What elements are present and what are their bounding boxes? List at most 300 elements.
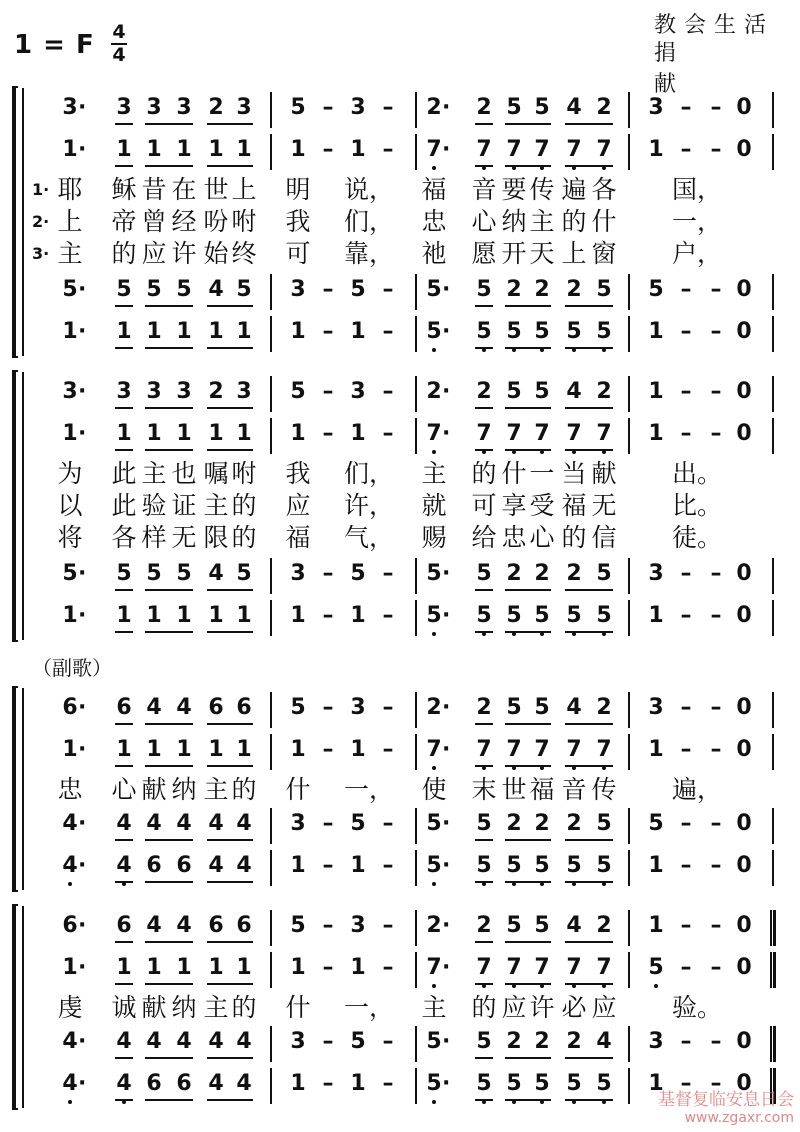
lyric-syllable: 可: [471, 491, 497, 520]
note-extension-dash: –: [680, 913, 692, 938]
notation-row: [0, 90, 800, 130]
lyric-syllable: 应: [285, 491, 311, 520]
barline: [772, 274, 774, 310]
lyric-syllable: 咐: [231, 207, 257, 236]
eighth-beam: [475, 305, 493, 307]
note: 4: [176, 913, 192, 938]
lyric-syllable: 忠: [57, 775, 83, 804]
eighth-beam: [145, 305, 193, 307]
lyric-syllable: 主: [141, 459, 167, 488]
note: 5: [476, 811, 492, 836]
note: 1: [208, 737, 224, 762]
eighth-beam: [207, 407, 253, 409]
note: 5: [562, 848, 586, 884]
note-extension-dash: –: [322, 137, 334, 162]
note: 5: [62, 277, 78, 302]
final-barline: [770, 952, 776, 988]
note: 1: [236, 137, 252, 162]
lyric-syllable: 靠，: [344, 239, 395, 268]
note-extension-dash: –: [710, 421, 722, 446]
lyric-syllable: 证: [171, 491, 197, 520]
note: 2: [596, 695, 612, 720]
note: 7: [592, 950, 616, 986]
note-extension-dash: –: [322, 95, 334, 120]
note: 7: [472, 416, 496, 452]
rest: 0: [736, 853, 752, 878]
note: 1: [350, 603, 366, 628]
note: 2: [534, 1029, 550, 1054]
note: 5: [476, 1029, 492, 1054]
barline: [628, 1068, 630, 1104]
note: 1: [208, 137, 224, 162]
lyric-syllable: 窗: [591, 239, 617, 268]
lyric-syllable: 比。: [672, 491, 723, 520]
lyric-syllable: 一，: [344, 775, 395, 804]
note: 1: [350, 421, 366, 446]
eighth-beam: [475, 881, 493, 883]
note: 5: [592, 1066, 616, 1102]
note: 1: [648, 737, 664, 762]
eighth-beam: [475, 449, 493, 451]
lyric-syllable: 将: [57, 523, 83, 552]
note: 4: [62, 811, 78, 836]
lyric-syllable: 献: [141, 775, 167, 804]
note-extension-dash: –: [710, 1071, 722, 1096]
lyric-syllable: 许: [171, 239, 197, 268]
rest: 0: [736, 737, 752, 762]
lyric-syllable: 们，: [344, 207, 395, 236]
barline: [628, 418, 630, 454]
note: 2: [596, 913, 612, 938]
note: 5: [290, 95, 306, 120]
note: 4: [176, 695, 192, 720]
note: 1: [648, 319, 664, 344]
notation-row: [0, 908, 800, 948]
barline: [628, 1026, 630, 1062]
barline: [415, 808, 417, 844]
lyric-syllable: 的: [471, 459, 497, 488]
barline: [415, 274, 417, 310]
lyric-syllable: 受: [529, 491, 555, 520]
rest: 0: [736, 811, 752, 836]
note: 5: [592, 314, 616, 350]
note: 1: [116, 421, 132, 446]
lyric-syllable: 遍，: [672, 775, 723, 804]
augmentation-dot: ·: [78, 319, 87, 344]
note: 4: [62, 1029, 78, 1054]
note: 2: [476, 695, 492, 720]
lyric-syllable: 说，: [344, 175, 395, 204]
note: 7: [592, 416, 616, 452]
note: 1: [648, 379, 664, 404]
note: 4: [566, 695, 582, 720]
augmentation-dot: ·: [78, 95, 87, 120]
note: 1: [116, 319, 132, 344]
notation-row: [0, 950, 800, 990]
lyric-line: [0, 238, 800, 270]
note: 5: [422, 1066, 446, 1102]
note: 4: [208, 277, 224, 302]
barline: [415, 316, 417, 352]
augmentation-dot: ·: [442, 737, 451, 762]
lyric-syllable: 此: [111, 459, 137, 488]
note: 1: [116, 955, 132, 980]
eighth-beam: [505, 1057, 551, 1059]
note: 6: [176, 853, 192, 878]
lyric-syllable: 什: [501, 459, 527, 488]
note: 5: [290, 379, 306, 404]
note: 5: [472, 1066, 496, 1102]
note: 1: [350, 955, 366, 980]
note: 2: [208, 95, 224, 120]
eighth-beam: [505, 631, 551, 633]
note: 1: [236, 955, 252, 980]
eighth-beam: [207, 765, 253, 767]
verse-number: 2·: [32, 212, 50, 231]
final-barline: [770, 1026, 776, 1062]
lyric-syllable: 明: [285, 175, 311, 204]
note: 1: [236, 319, 252, 344]
barline: [415, 376, 417, 412]
lyric-syllable: 验。: [672, 993, 723, 1022]
lyric-syllable: 天: [529, 239, 555, 268]
note: 5: [648, 811, 664, 836]
note: 5: [534, 95, 550, 120]
lyric-syllable: 末: [471, 775, 497, 804]
augmentation-dot: ·: [442, 277, 451, 302]
lyric-syllable: 享: [501, 491, 527, 520]
note: 4: [58, 848, 82, 884]
eighth-beam: [115, 983, 133, 985]
lyric-syllable: 什: [591, 207, 617, 236]
note: 5: [472, 848, 496, 884]
note: 1: [146, 955, 162, 980]
key-signature: 1 = F: [14, 30, 95, 60]
notation-row: [0, 732, 800, 772]
augmentation-dot: ·: [78, 561, 87, 586]
note: 4: [208, 1071, 224, 1096]
note: 5: [596, 811, 612, 836]
note: 7: [502, 416, 526, 452]
note: 3: [176, 379, 192, 404]
note: 4: [146, 695, 162, 720]
eighth-beam: [115, 407, 133, 409]
lyric-syllable: 福: [421, 175, 447, 204]
note: 2: [566, 811, 582, 836]
barline: [270, 734, 272, 770]
note: 1: [146, 319, 162, 344]
note: 1: [236, 737, 252, 762]
augmentation-dot: ·: [442, 379, 451, 404]
lyric-line: [0, 490, 800, 522]
note-extension-dash: –: [382, 277, 394, 302]
note: 6: [176, 1071, 192, 1096]
contribution-label: [654, 36, 778, 98]
barline: [270, 558, 272, 594]
note-extension-dash: –: [710, 95, 722, 120]
note: 5: [62, 561, 78, 586]
note: 7: [422, 416, 446, 452]
eighth-beam: [475, 631, 493, 633]
eighth-beam: [145, 723, 193, 725]
augmentation-dot: ·: [78, 1071, 87, 1096]
note: 5: [350, 1029, 366, 1054]
note: 5: [236, 561, 252, 586]
barline: [772, 850, 774, 886]
barline: [270, 808, 272, 844]
barline: [415, 418, 417, 454]
time-signature-bottom: 4: [112, 44, 126, 66]
note: 4: [566, 379, 582, 404]
note: 5: [176, 277, 192, 302]
note: 1: [62, 603, 78, 628]
note: 5: [290, 695, 306, 720]
rest: 0: [736, 695, 752, 720]
eighth-beam: [505, 305, 551, 307]
lyric-syllable: 开: [501, 239, 527, 268]
lyric-syllable: 此: [111, 491, 137, 520]
note-extension-dash: –: [322, 603, 334, 628]
rest: 0: [736, 137, 752, 162]
lyric-syllable: 许: [529, 993, 555, 1022]
lyric-syllable: 的: [111, 239, 137, 268]
note: 3: [290, 1029, 306, 1054]
note-extension-dash: –: [382, 95, 394, 120]
lyric-syllable: 愿: [471, 239, 497, 268]
note-extension-dash: –: [382, 737, 394, 762]
eighth-beam: [505, 449, 551, 451]
note: 2: [208, 379, 224, 404]
barline: [772, 600, 774, 636]
note: 3: [116, 379, 132, 404]
augmentation-dot: ·: [442, 95, 451, 120]
eighth-beam: [115, 1099, 133, 1101]
note-extension-dash: –: [710, 955, 722, 980]
note: 2: [596, 379, 612, 404]
note: 1: [290, 853, 306, 878]
note: 1: [290, 319, 306, 344]
eighth-beam: [565, 723, 613, 725]
lyric-syllable: 各: [591, 175, 617, 204]
augmentation-dot: ·: [78, 811, 87, 836]
lyric-syllable: 诚: [111, 993, 137, 1022]
eighth-beam: [207, 723, 253, 725]
note: 2: [506, 561, 522, 586]
note: 2: [426, 913, 442, 938]
lyric-syllable: 一，: [672, 207, 723, 236]
eighth-beam: [115, 881, 133, 883]
eighth-beam: [145, 347, 193, 349]
rest: 0: [736, 1071, 752, 1096]
note: 3: [146, 379, 162, 404]
eighth-beam: [505, 589, 551, 591]
lyric-syllable: 耶: [57, 175, 83, 204]
note: 7: [530, 416, 554, 452]
lyric-syllable: 的: [231, 491, 257, 520]
eighth-beam: [115, 449, 133, 451]
eighth-beam: [145, 1099, 193, 1101]
augmentation-dot: ·: [78, 913, 87, 938]
note: 1: [176, 319, 192, 344]
eighth-beam: [145, 589, 193, 591]
lyric-syllable: 国，: [672, 175, 723, 204]
lyric-syllable: 福: [285, 523, 311, 552]
note: 5: [596, 561, 612, 586]
note-extension-dash: –: [322, 379, 334, 404]
note-extension-dash: –: [382, 603, 394, 628]
watermark: [658, 1085, 794, 1126]
note: 5: [290, 913, 306, 938]
lyric-syllable: 信: [591, 523, 617, 552]
note: 1: [176, 137, 192, 162]
lyric-syllable: 赐: [421, 523, 447, 552]
note: 1: [236, 421, 252, 446]
source-label-text: 教会生活: [654, 13, 775, 38]
lyric-syllable: 心: [471, 207, 497, 236]
rest: 0: [736, 603, 752, 628]
note: 6: [146, 1071, 162, 1096]
note-extension-dash: –: [382, 561, 394, 586]
rest: 0: [736, 913, 752, 938]
rest: 0: [736, 421, 752, 446]
eighth-beam: [475, 839, 493, 841]
note: 3: [648, 695, 664, 720]
lyric-syllable: 的: [231, 993, 257, 1022]
notation-row: [0, 806, 800, 846]
lyric-syllable: 世: [501, 775, 527, 804]
barline: [628, 316, 630, 352]
note-extension-dash: –: [710, 811, 722, 836]
note: 5: [146, 277, 162, 302]
note: 1: [350, 137, 366, 162]
note: 5: [176, 561, 192, 586]
note-extension-dash: –: [710, 319, 722, 344]
lyric-syllable: 的: [231, 775, 257, 804]
note: 5: [472, 314, 496, 350]
eighth-beam: [565, 449, 613, 451]
note: 5: [350, 811, 366, 836]
note: 1: [146, 737, 162, 762]
note: 2: [426, 95, 442, 120]
note-extension-dash: –: [710, 137, 722, 162]
lyric-syllable: 祂: [421, 239, 447, 268]
lyric-syllable: 主: [57, 239, 83, 268]
eighth-beam: [505, 165, 551, 167]
barline: [270, 418, 272, 454]
eighth-beam: [145, 881, 193, 883]
eighth-beam: [565, 407, 613, 409]
barline: [772, 134, 774, 170]
note-extension-dash: –: [382, 913, 394, 938]
barline: [415, 134, 417, 170]
lyric-line: [0, 206, 800, 238]
note: 7: [472, 950, 496, 986]
barline: [772, 558, 774, 594]
eighth-beam: [565, 347, 613, 349]
barline: [772, 734, 774, 770]
note-extension-dash: –: [382, 853, 394, 878]
notation-row: [0, 690, 800, 730]
eighth-beam: [505, 881, 551, 883]
contribution-label-text: 捐献: [654, 41, 739, 97]
note: 4: [208, 853, 224, 878]
eighth-beam: [475, 407, 493, 409]
lyric-syllable: 样: [141, 523, 167, 552]
lyric-syllable: 气，: [344, 523, 395, 552]
barline: [772, 376, 774, 412]
barline: [270, 134, 272, 170]
note-extension-dash: –: [680, 137, 692, 162]
note: 2: [566, 277, 582, 302]
eighth-beam: [207, 449, 253, 451]
note: 1: [208, 955, 224, 980]
note: 1: [62, 137, 78, 162]
note: 1: [176, 603, 192, 628]
eighth-beam: [475, 723, 493, 725]
eighth-beam: [505, 839, 551, 841]
note: 7: [422, 132, 446, 168]
note: 4: [236, 1029, 252, 1054]
lyric-syllable: 主: [529, 207, 555, 236]
eighth-beam: [145, 123, 193, 125]
note: 3: [350, 695, 366, 720]
note: 5: [146, 561, 162, 586]
lyric-line: [0, 174, 800, 206]
eighth-beam: [505, 983, 551, 985]
note: 1: [176, 421, 192, 446]
augmentation-dot: ·: [78, 695, 87, 720]
barline: [415, 1026, 417, 1062]
lyric-syllable: 们，: [344, 459, 395, 488]
note: 5: [648, 277, 664, 302]
notation-row: [0, 416, 800, 456]
final-barline: [770, 910, 776, 946]
note: 7: [592, 732, 616, 768]
lyric-syllable: 主: [421, 459, 447, 488]
lyric-syllable: 纳: [171, 775, 197, 804]
barline: [772, 316, 774, 352]
eighth-beam: [565, 983, 613, 985]
lyric-syllable: 忠: [421, 207, 447, 236]
eighth-beam: [115, 631, 133, 633]
note: 1: [62, 737, 78, 762]
note-extension-dash: –: [710, 603, 722, 628]
watermark-title: 基督复临安息日会: [658, 1090, 794, 1110]
barline: [628, 850, 630, 886]
augmentation-dot: ·: [442, 1029, 451, 1054]
verse-number: 1·: [32, 180, 50, 199]
lyric-syllable: 纳: [171, 993, 197, 1022]
note: 6: [208, 695, 224, 720]
note: 5: [562, 1066, 586, 1102]
rest: 0: [736, 277, 752, 302]
note: 1: [62, 319, 78, 344]
note-extension-dash: –: [382, 1071, 394, 1096]
note-extension-dash: –: [710, 1029, 722, 1054]
note: 4: [176, 1029, 192, 1054]
note: 5: [506, 695, 522, 720]
barline: [628, 734, 630, 770]
note-extension-dash: –: [710, 277, 722, 302]
lyric-syllable: 以: [57, 491, 83, 520]
eighth-beam: [207, 1057, 253, 1059]
augmentation-dot: ·: [442, 913, 451, 938]
augmentation-dot: ·: [78, 1029, 87, 1054]
note: 5: [350, 561, 366, 586]
note-extension-dash: –: [382, 695, 394, 720]
eighth-beam: [505, 407, 551, 409]
eighth-beam: [475, 1057, 493, 1059]
